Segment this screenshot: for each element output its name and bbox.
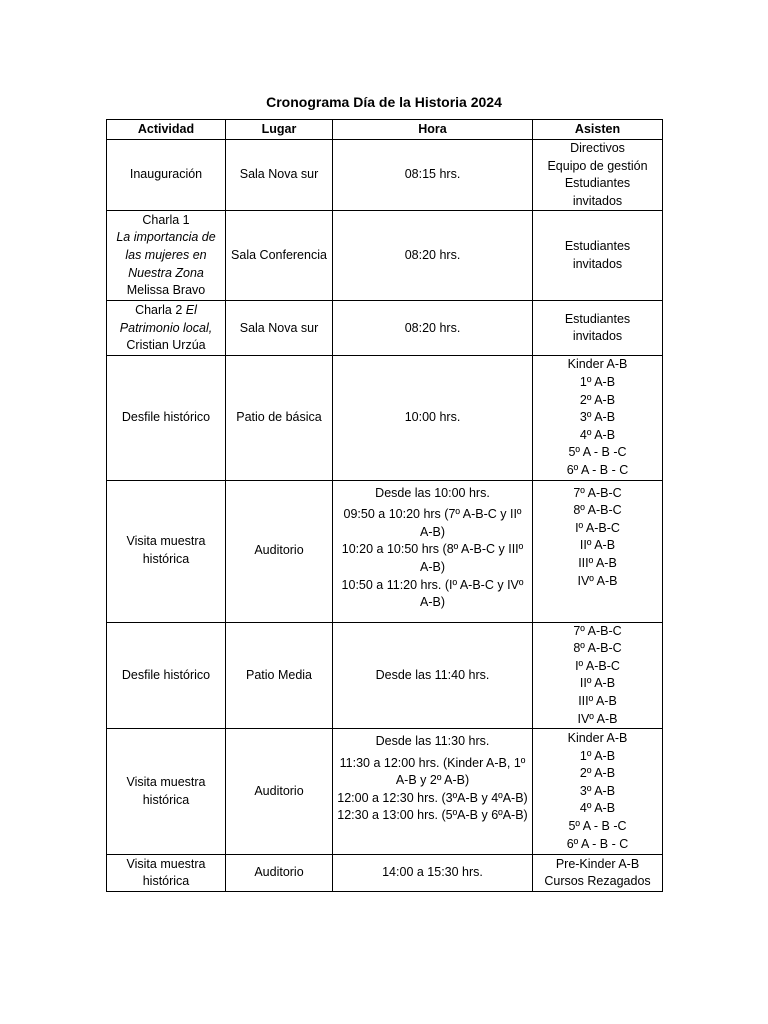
hora-line: 10:50 a 11:20 hrs. (Iº A-B-C y IVº A-B) [341, 577, 524, 610]
actividad-line: Desfile histórico [121, 667, 211, 682]
actividad-line: La importancia de [116, 230, 216, 245]
asisten-line: 6º A - B - C [566, 836, 629, 851]
actividad-line: Visita muestra [126, 775, 206, 789]
hora-line: Desde las 11:30 hrs. [375, 734, 490, 749]
asisten-line: 6º A - B - C [566, 462, 629, 477]
asisten-line: IVº A-B [577, 573, 618, 588]
asisten-line: Estudiantes [564, 311, 631, 326]
cell-actividad [107, 480, 226, 622]
hora-line: Desde las 11:40 hrs. [375, 667, 490, 682]
table-row [107, 480, 663, 622]
hora-line: 12:00 a 12:30 hrs. (3ºA-B y 4ºA-B) [337, 790, 528, 805]
actividad-line: Visita muestra [126, 534, 206, 549]
asisten-line: Iº A-B-C [575, 520, 620, 535]
cell-actividad [107, 301, 226, 356]
actividad-line: Nuestra Zona [128, 265, 204, 280]
cell-actividad [107, 356, 226, 480]
table-row [107, 140, 663, 211]
header-lugar: Lugar [226, 120, 333, 140]
cell-actividad [107, 855, 226, 892]
table-row [107, 356, 663, 480]
actividad-line: Charla 1 [142, 212, 190, 227]
table-row [107, 211, 663, 301]
asisten-line: 5º A - B -C [568, 818, 627, 833]
actividad-line: Cristian Urzúa [126, 338, 206, 353]
cell-actividad [107, 622, 226, 729]
asisten-line: IIIº A-B [578, 555, 617, 570]
actividad-line: Patrimonio local, [119, 320, 213, 335]
asisten-line: invitados [572, 193, 623, 208]
header-actividad: Actividad [107, 120, 226, 140]
cell-lugar: Auditorio [226, 855, 333, 892]
asisten-line: 2º A-B [579, 766, 616, 781]
asisten-line: 8º A-B-C [573, 641, 622, 656]
asisten-line: 4º A-B [579, 801, 616, 816]
page-title: Cronograma Día de la Historia 2024 [266, 94, 502, 110]
cell-asisten [533, 855, 663, 892]
asisten-line: Pre-Kinder A-B [555, 856, 640, 871]
asisten-line: 7º A-B-C [573, 623, 622, 638]
cell-asisten [533, 729, 663, 855]
cell-hora [333, 140, 533, 211]
asisten-line: invitados [572, 256, 623, 271]
cell-asisten [533, 140, 663, 211]
actividad-line [111, 302, 221, 320]
cell-lugar: Sala Nova sur [226, 301, 333, 356]
cell-hora [333, 480, 533, 622]
hora-line: 08:20 hrs. [404, 320, 461, 335]
asisten-line: IIº A-B [579, 676, 616, 691]
cell-hora [333, 622, 533, 729]
asisten-line: IVº A-B [577, 711, 618, 726]
header-hora: Hora [333, 120, 533, 140]
asisten-line: Iº A-B-C [575, 658, 620, 673]
actividad-line: Desfile histórico [121, 410, 211, 425]
asisten-line: IIIº A-B [578, 693, 617, 708]
table-row [107, 622, 663, 729]
cell-lugar: Patio Media [226, 622, 333, 729]
asisten-line: 2º A-B [579, 392, 616, 407]
table-row [107, 729, 663, 855]
asisten-line: invitados [572, 329, 623, 344]
header-row [107, 120, 663, 140]
cell-lugar: Patio de básica [226, 356, 333, 480]
actividad-italic-text: El [185, 302, 197, 317]
hora-line: 09:50 a 10:20 hrs (7º A-B-C y IIº A-B) [343, 507, 522, 539]
cell-actividad [107, 729, 226, 855]
hora-line: Desde las 10:00 hrs. [375, 485, 490, 500]
table-row [107, 855, 663, 892]
cell-hora [333, 301, 533, 356]
actividad-line: Visita muestra [126, 856, 206, 871]
cell-hora [333, 211, 533, 301]
cell-hora [333, 356, 533, 480]
asisten-line: 3º A-B [579, 410, 616, 425]
actividad-line: histórica [142, 552, 190, 567]
asisten-line: Estudiantes [564, 176, 631, 191]
actividad-line: las mujeres en [125, 248, 207, 263]
cell-lugar: Auditorio [226, 729, 333, 855]
asisten-line: Kinder A-B [567, 731, 628, 746]
asisten-line: IIº A-B [579, 538, 616, 553]
actividad-text: Charla 2 [135, 302, 186, 317]
hora-line: 12:30 a 13:00 hrs. (5ºA-B y 6ºA-B) [337, 808, 528, 823]
cell-asisten [533, 622, 663, 729]
cell-actividad [107, 140, 226, 211]
actividad-line: Inauguración [129, 167, 203, 182]
schedule-body [107, 140, 663, 892]
asisten-line: Equipo de gestión [547, 158, 648, 173]
asisten-line: 8º A-B-C [573, 503, 622, 518]
cell-hora [333, 729, 533, 855]
cell-hora [333, 855, 533, 892]
cell-lugar: Sala Conferencia [226, 211, 333, 301]
cell-asisten [533, 356, 663, 480]
hora-line: 08:20 hrs. [404, 248, 461, 263]
cell-lugar: Sala Nova sur [226, 140, 333, 211]
cell-asisten [533, 301, 663, 356]
asisten-line: 1º A-B [579, 748, 616, 763]
asisten-line: Directivos [570, 141, 625, 155]
hora-line: 14:00 a 15:30 hrs. [382, 865, 483, 880]
asisten-line: 5º A - B -C [568, 445, 627, 460]
asisten-line: 4º A-B [579, 427, 616, 442]
cell-actividad [107, 211, 226, 301]
asisten-line: 3º A-B [579, 783, 616, 798]
asisten-line: 1º A-B [579, 374, 616, 389]
header-asisten: Asisten [533, 120, 663, 140]
cell-asisten [533, 211, 663, 301]
cell-asisten [533, 480, 663, 622]
schedule-table [106, 119, 663, 892]
hora-line: 10:00 hrs. [404, 410, 461, 425]
asisten-line: Estudiantes [564, 239, 631, 254]
actividad-line: histórica [142, 792, 190, 807]
actividad-line: Melissa Bravo [126, 283, 206, 298]
asisten-line: 7º A-B-C [573, 485, 622, 500]
actividad-line: histórica [142, 874, 190, 889]
hora-line: 08:15 hrs. [404, 167, 461, 182]
hora-line: 11:30 a 12:00 hrs. (Kinder A-B, 1º A-B y 2º A-B) [339, 755, 526, 788]
table-row [107, 301, 663, 356]
hora-line: 10:20 a 10:50 hrs (8º A-B-C y IIIº A-B) [341, 542, 524, 574]
cell-lugar: Auditorio [226, 480, 333, 622]
asisten-line: Kinder A-B [567, 357, 628, 372]
asisten-line: Cursos Rezagados [544, 874, 651, 889]
